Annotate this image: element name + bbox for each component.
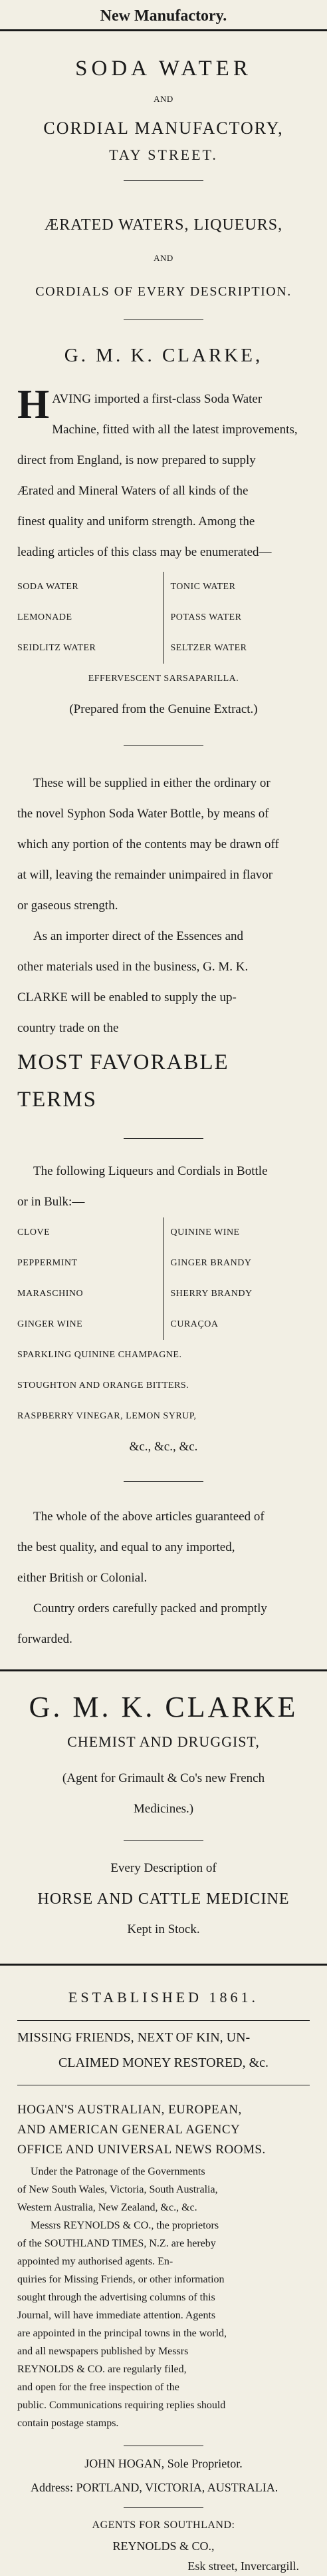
text-line: (Agent for Grimault & Co's new French <box>62 1771 265 1785</box>
agents-name: REYNOLDS & CO., <box>112 2539 215 2553</box>
list-item: SEIDLITZ WATER <box>17 643 96 653</box>
text-line: quiries for Missing Friends, or other information <box>17 2274 225 2285</box>
list-item: SODA WATER <box>17 582 79 592</box>
text-line: MISSING FRIENDS, NEXT OF KIN, UN- <box>17 2030 251 2045</box>
agency-heading <box>17 2100 310 2160</box>
cordials-extra <box>17 1340 310 1432</box>
text-line: Under the Patronage of the Governments <box>31 2166 205 2177</box>
clarke-manufactory-ad <box>17 0 310 1655</box>
text-line: or gaseous strength. <box>17 899 118 913</box>
liqueurs-paragraph <box>17 1156 310 1217</box>
text-line: Machine, fitted with all the latest improvements, <box>52 423 298 437</box>
text-line: public. Communications requiring replies should <box>17 2400 226 2411</box>
list-item: CLOVE <box>17 1227 51 1237</box>
divider-short <box>124 180 203 181</box>
text-line: which any portion of the contents may be drawn off <box>17 837 279 851</box>
list-item: MARASCHINO <box>17 1289 84 1299</box>
list-item: GINGER WINE <box>17 1319 83 1329</box>
text-line: either British or Colonial. <box>17 1571 148 1585</box>
text-line: These will be supplied in either the ordinary or <box>33 776 271 790</box>
list-item: TONIC WATER <box>170 582 236 592</box>
every-description: Every Description of <box>110 1861 217 1875</box>
etc-line: &c., &c., &c. <box>129 1440 198 1454</box>
text-line: CLAIMED MONEY RESTORED, &c. <box>58 2055 269 2070</box>
divider-short <box>124 1481 203 1482</box>
country-orders-paragraph <box>17 1594 310 1655</box>
agent-note <box>17 1763 310 1825</box>
genuine-extract: (Prepared from the Genuine Extract.) <box>69 702 258 716</box>
chemist-name: G. M. K. CLARKE <box>29 1691 298 1723</box>
text-line: the novel Syphon Soda Water Bottle, by means of <box>17 807 269 821</box>
text-line: Messrs REYNOLDS & CO., the proprietors <box>31 2220 219 2231</box>
text-line: OFFICE AND UNIVERSAL NEWS ROOMS. <box>17 2143 266 2157</box>
list-item: RASPBERRY VINEGAR, LEMON SYRUP, <box>17 1411 197 1421</box>
text-line: or in Bulk:— <box>17 1195 85 1209</box>
text-line: CLARKE will be enabled to supply the up- <box>17 990 237 1004</box>
text-line: Medicines.) <box>133 1802 194 1816</box>
text-line: and all newspapers published by Messrs <box>17 2346 189 2357</box>
text-line: Country orders carefully packed and promptly <box>33 1602 267 1615</box>
divider-short <box>124 745 203 746</box>
text-line: appointed my authorised agents. En- <box>17 2256 173 2267</box>
title-soda-water: SODA WATER <box>75 57 252 81</box>
text-line: As an importer direct of the Essences and <box>33 929 244 943</box>
text-line: AND AMERICAN GENERAL AGENCY <box>17 2123 241 2137</box>
most-favorable-terms: MOST FAVORABLE TERMS <box>17 1050 229 1112</box>
text-line: and open for the free inspection of the <box>17 2382 179 2393</box>
text-line: at will, leaving the remainder unimpaired in flavor <box>17 868 273 882</box>
cordials-list <box>17 1217 310 1340</box>
divider-short <box>124 2507 203 2508</box>
text-line: The following Liqueurs and Cordials in Bottle <box>33 1164 268 1178</box>
horse-cattle-medicine: HORSE AND CATTLE MEDICINE <box>37 1890 290 1908</box>
text-line: The whole of the above articles guaranteed of <box>33 1510 265 1524</box>
text-line: REYNOLDS & CO. are regularly filed, <box>17 2364 187 2375</box>
aerated-waters-heading: ÆRATED WATERS, LIQUEURS, <box>44 216 283 234</box>
divider <box>0 1964 327 1966</box>
text-line: direct from England, is now prepared to supply <box>17 453 256 467</box>
text-line: country trade on the <box>17 1021 119 1035</box>
supply-paragraph <box>17 768 310 921</box>
text-line: finest quality and uniform strength. Among the <box>17 515 255 529</box>
list-item: PEPPERMINT <box>17 1258 78 1268</box>
text-line: AVING imported a first-class Soda Water <box>52 392 263 406</box>
list-item: QUININE WINE <box>170 1227 240 1237</box>
list-item: CURAÇOA <box>170 1319 219 1329</box>
effervescent-sarsaparilla: EFFERVESCENT SARSAPARILLA. <box>88 674 239 684</box>
divider <box>17 2020 310 2021</box>
agency-body <box>17 2163 310 2432</box>
dropcap: H <box>17 382 50 427</box>
importer-paragraph <box>17 921 310 1044</box>
divider-short <box>124 1138 203 1139</box>
guarantee-paragraph <box>17 1502 310 1594</box>
missing-friends-heading <box>17 2025 310 2075</box>
established-heading: ESTABLISHED 1861. <box>68 1989 259 2006</box>
cordials-heading: CORDIALS OF EVERY DESCRIPTION. <box>35 284 292 299</box>
text-line: contain postage stamps. <box>17 2418 119 2429</box>
proprietor-name: G. M. K. CLARKE, <box>64 345 263 366</box>
list-item: LEMONADE <box>17 612 72 622</box>
text-line: of the SOUTHLAND TIMES, N.Z. are hereby <box>17 2238 216 2249</box>
intro-paragraph <box>17 384 310 568</box>
text-line: Journal, will have immediate attention. Agents <box>17 2310 216 2321</box>
ad-heading: New Manufactory. <box>100 7 227 25</box>
text-line: leading articles of this class may be enumerated— <box>17 545 272 559</box>
list-item: SHERRY BRANDY <box>170 1289 253 1299</box>
sole-proprietor: JOHN HOGAN, Sole Proprietor. <box>84 2457 243 2470</box>
waters-list <box>17 572 310 664</box>
list-item: SPARKLING QUININE CHAMPAGNE. <box>17 1350 182 1360</box>
divider-short <box>124 1840 203 1841</box>
agents-street: Esk street, Invercargill. <box>187 2559 299 2573</box>
text-line: of New South Wales, Victoria, South Australia, <box>17 2184 218 2195</box>
list-item: STOUGHTON AND ORANGE BITTERS. <box>17 1381 189 1391</box>
list-item: SELTZER WATER <box>170 643 247 653</box>
text-line: Ærated and Mineral Waters of all kinds of the <box>17 484 249 498</box>
agents-label: AGENTS FOR SOUTHLAND: <box>92 2519 235 2531</box>
proprietor-address: Address: PORTLAND, VICTORIA, AUSTRALIA. <box>31 2481 278 2494</box>
text-line: Western Australia, New Zealand, &c., &c. <box>17 2202 197 2213</box>
text-line: forwarded. <box>17 1632 72 1646</box>
text-line: other materials used in the business, G. M. K. <box>17 960 249 974</box>
list-item: POTASS WATER <box>170 612 242 622</box>
title-and: AND <box>154 94 173 104</box>
list-item: GINGER BRANDY <box>170 1258 252 1268</box>
chemist-title: CHEMIST AND DRUGGIST, <box>67 1733 260 1750</box>
text-line: are appointed in the principal towns in the world, <box>17 2328 227 2339</box>
title-street: TAY STREET. <box>109 146 218 163</box>
kept-in-stock: Kept in Stock. <box>127 1922 200 1936</box>
hogan-agency-ad <box>17 1984 310 2576</box>
clarke-chemist-ad <box>17 1689 310 1945</box>
text-line: HOGAN'S AUSTRALIAN, EUROPEAN, <box>17 2103 242 2117</box>
title-cordial-manufactory: CORDIAL MANUFACTORY, <box>43 118 284 138</box>
divider <box>0 29 327 31</box>
text-line: the best quality, and equal to any imported, <box>17 1540 235 1554</box>
text-line: sought through the advertising columns of this <box>17 2292 215 2303</box>
divider <box>0 1669 327 1671</box>
aerated-and: AND <box>154 253 173 263</box>
